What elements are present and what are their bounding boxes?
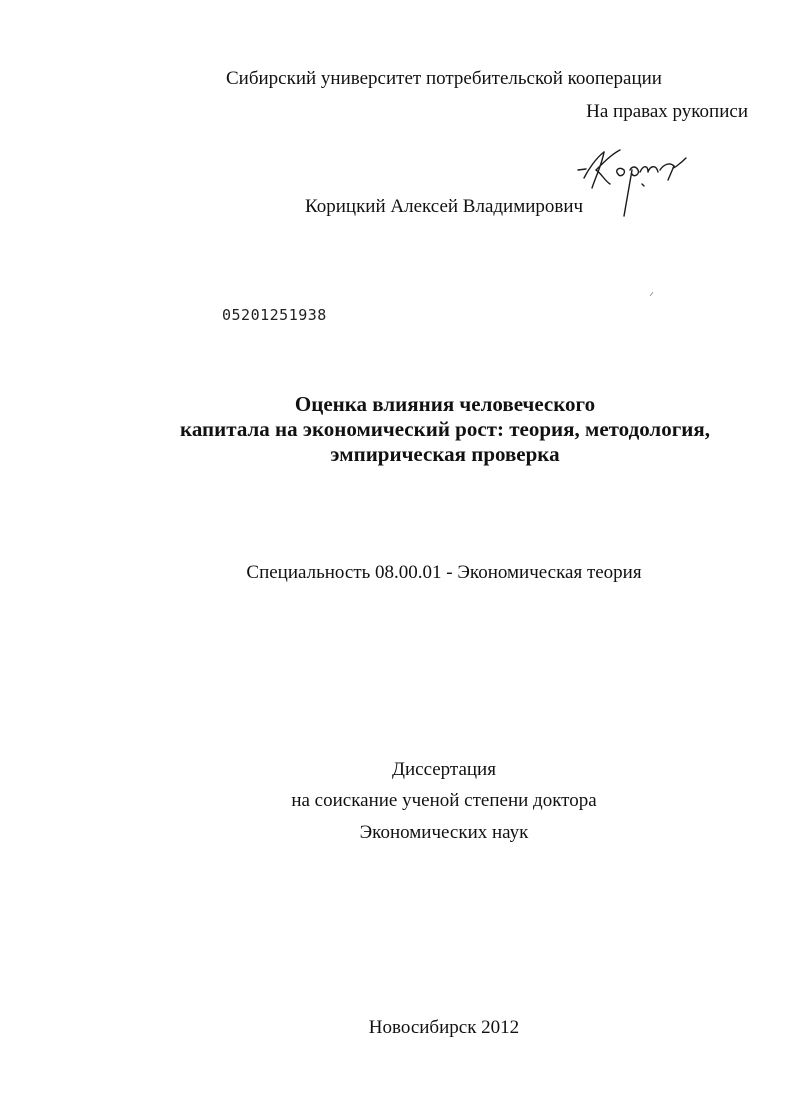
author-name: Корицкий Алексей Владимирович [305,196,584,217]
manuscript-rights-note: На правах рукописи [586,101,748,122]
signature-image [574,140,714,220]
degree-line: на соискание ученой степени доктора [291,790,597,811]
university-name: Сибирский университет потребительской кооперации [226,68,662,89]
scan-speck [650,283,654,287]
speciality: Специальность 08.00.01 - Экономическая теория [246,562,642,583]
title-line: капитала на экономический рост: теория, методология, [180,417,710,441]
dissertation-label: Диссертация [392,759,496,780]
dissertation-title [150,392,740,467]
title-line: Оценка влияния человеческого [294,392,596,416]
science-field: Экономических наук [359,822,529,843]
title-line: эмпирическая проверка [330,442,560,466]
city-year: Новосибирск 2012 [368,1017,520,1038]
library-stamp-number: 05201251938 [222,306,327,324]
author-signature [574,140,714,220]
